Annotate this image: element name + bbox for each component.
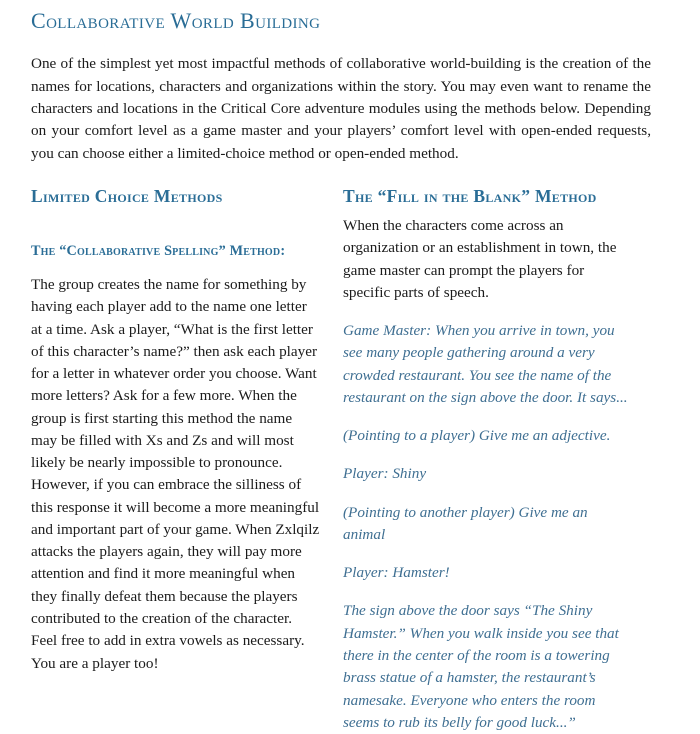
- left-subsection-heading: The “Collaborative Spelling” Method:: [31, 243, 286, 259]
- script-line-gm-intro: Game Master: When you arrive in town, you see many people gathering around a very crowded restaurant. You see the name of the restaurant on the sign above the door. It says...: [343, 322, 628, 406]
- script-line-player-shiny: Player: Shiny: [343, 465, 427, 483]
- left-column: [31, 186, 321, 675]
- right-body-paragraph: When the characters come across an organization or an establishment in town, the game master can prompt the players for specific parts of speech.: [343, 217, 617, 301]
- left-body-paragraph: The group creates the name for something by having each player add to the name one letter at a time. Ask a player, “What is the first letter of this character’s name?” then ask each player for a letter in whatever order you choose. Want more letters? Ask for a few more. When the group is first starting this method the name may be filled with Xs and Zs and will most likely be nearly impossible to pronounce. However, if you can embrace the silliness of this response it will become a more meaningful and important part of your game. When Zxlqilz attacks the players again, they will pay more attention and find it more meaningful when they finally defeat them because the players contributed to the creation of the character. Feel free to add in extra vowels as necessary. You are a player too!: [31, 276, 320, 672]
- right-section-heading: The “Fill in the Blank” Method: [343, 186, 597, 206]
- script-line-prompt-animal: (Pointing to another player) Give me an animal: [343, 503, 588, 543]
- two-column-body: [31, 186, 671, 731]
- intro-paragraph: One of the simplest yet most impactful methods of collaborative world-building is the creation of the names for locations, characters and organizations within the story. You may even want to rename the characters and locations in the Critical Core adventure modules using the methods below. Depending on your comfort level as a game master and your players’ comfort level with open-ended requests, you can choose either a limited-choice method or open-ended method.: [31, 55, 651, 162]
- script-line-gm-result: The sign above the door says “The Shiny Hamster.” When you walk inside you see that there in the center of the room is a towering brass statue of a hamster, the restaurant’s namesake. Everyone who enters the room seems to rub its belly for good luck...”: [343, 602, 619, 731]
- right-column: [343, 186, 633, 734]
- script-line-prompt-adjective: (Pointing to a player) Give me an adjective.: [343, 427, 611, 445]
- script-line-player-hamster: Player: Hamster!: [343, 564, 450, 582]
- page-title: Collaborative World Building: [31, 8, 321, 33]
- left-section-heading: Limited Choice Methods: [31, 186, 223, 206]
